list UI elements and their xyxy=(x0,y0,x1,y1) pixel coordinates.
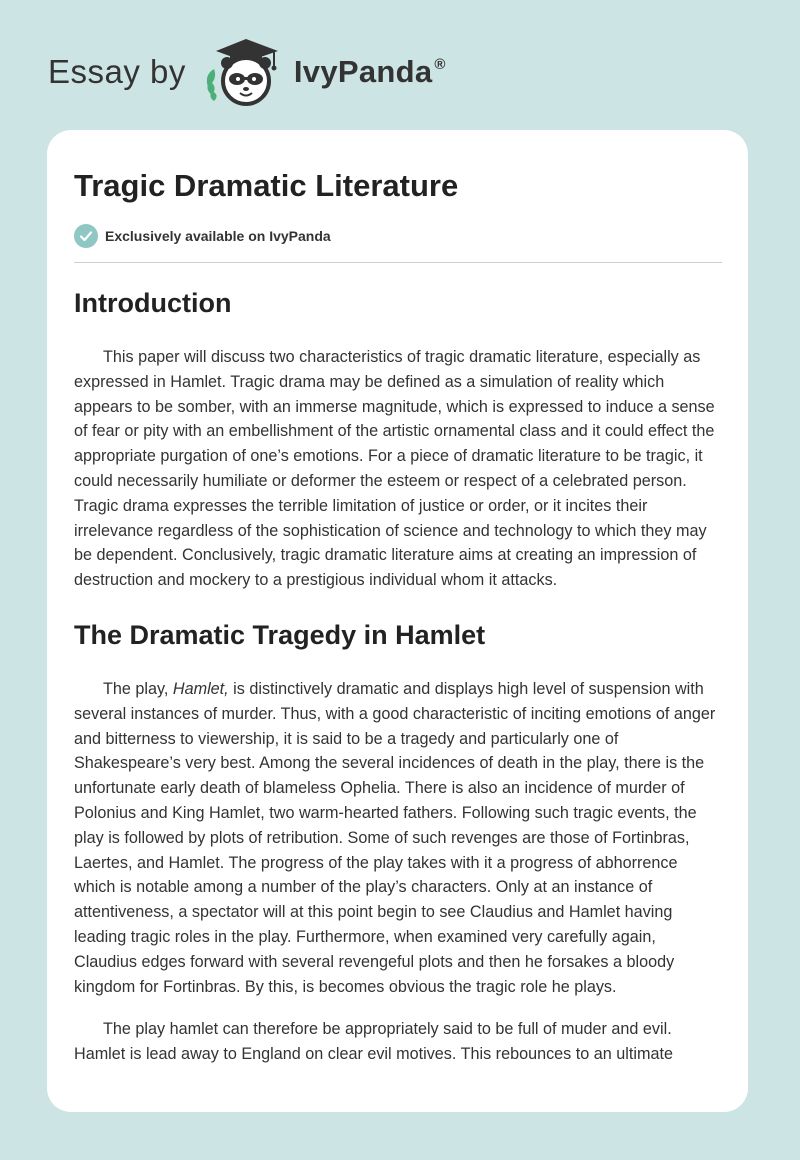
section-heading-introduction: Introduction xyxy=(74,288,232,318)
exclusive-badge xyxy=(74,224,722,248)
site-header xyxy=(48,34,446,110)
checkmark-icon xyxy=(74,224,98,248)
badge-label: Exclusively available on IvyPanda xyxy=(105,228,331,244)
article-card xyxy=(47,130,748,1112)
article-title: Tragic Dramatic Literature xyxy=(74,168,459,203)
paragraph-dramatic-tragedy: The play, Hamlet, is distinctively dramatic and displays high level of suspension with several instances of murder. Thus, with a good characteristic of inciting emotions of anger and bitterness to viewership, it is said to be a tragedy and particularly one of Shakespeare’s very best. Among the several incidences of death in the play, there is the unfortunate early death of blameless Ophelia. There is also an incidence of murder of Polonius and King Hamlet, two warm-hearted fathers. Following such tragic events, the play is followed by plots of retribution. Some of such revenges are those of Fortinbras, Laertes, and Hamlet. The progress of the play takes with it a progress of abhorrence which is notable among a number of the play’s characters. Only at an instance of attentiveness, a spectator will at this point begin to see Claudius and Hamlet having leading tragic roles in the play. Furthermore, when examined very carefully again, Claudius edges forward with several revengeful plots and then he forsakes a bloody kingdom for Fortinbras. By this, is becomes obvious the tragic role he plays. xyxy=(74,679,716,996)
brand-name[interactable]: IvyPanda ® xyxy=(293,54,446,89)
divider xyxy=(74,262,722,263)
ivypanda-logo-icon[interactable] xyxy=(200,35,292,109)
italic-title-hamlet: Hamlet, xyxy=(172,679,229,698)
section-heading-dramatic-tragedy: The Dramatic Tragedy in Hamlet xyxy=(74,619,486,650)
essay-by-label: Essay by xyxy=(48,53,186,90)
paragraph-muder-and-evil: The play hamlet can therefore be appropriately said to be full of muder and evil. Hamlet is lead away to England on clear evil motives. This rebounces to an ultimate xyxy=(74,1020,673,1064)
paragraph-introduction: This paper will discuss two characteristics of tragic dramatic literature, especially as expressed in Hamlet. Tragic drama may be defined as a simulation of reality which appears to be somber, with an immerse magnitude, which is expressed to induce a sense of fear or pity with an embellishment of the artistic ornamental class and it could effect the appropriate purgation of one’s emotions. For a piece of dramatic literature to be tragic, it could necessarily humiliate or deformer the esteem or respect of a celebrated person. Tragic drama expresses the terrible limitation of justice or order, or it incites their irrelevance regardless of the sophistication of science and technology to which they may be dependent. Conclusively, tragic dramatic literature aims at creating an impression of destruction and mockery to a prestigious individual whom it attacks. xyxy=(74,348,715,590)
registered-mark: ® xyxy=(434,56,446,73)
